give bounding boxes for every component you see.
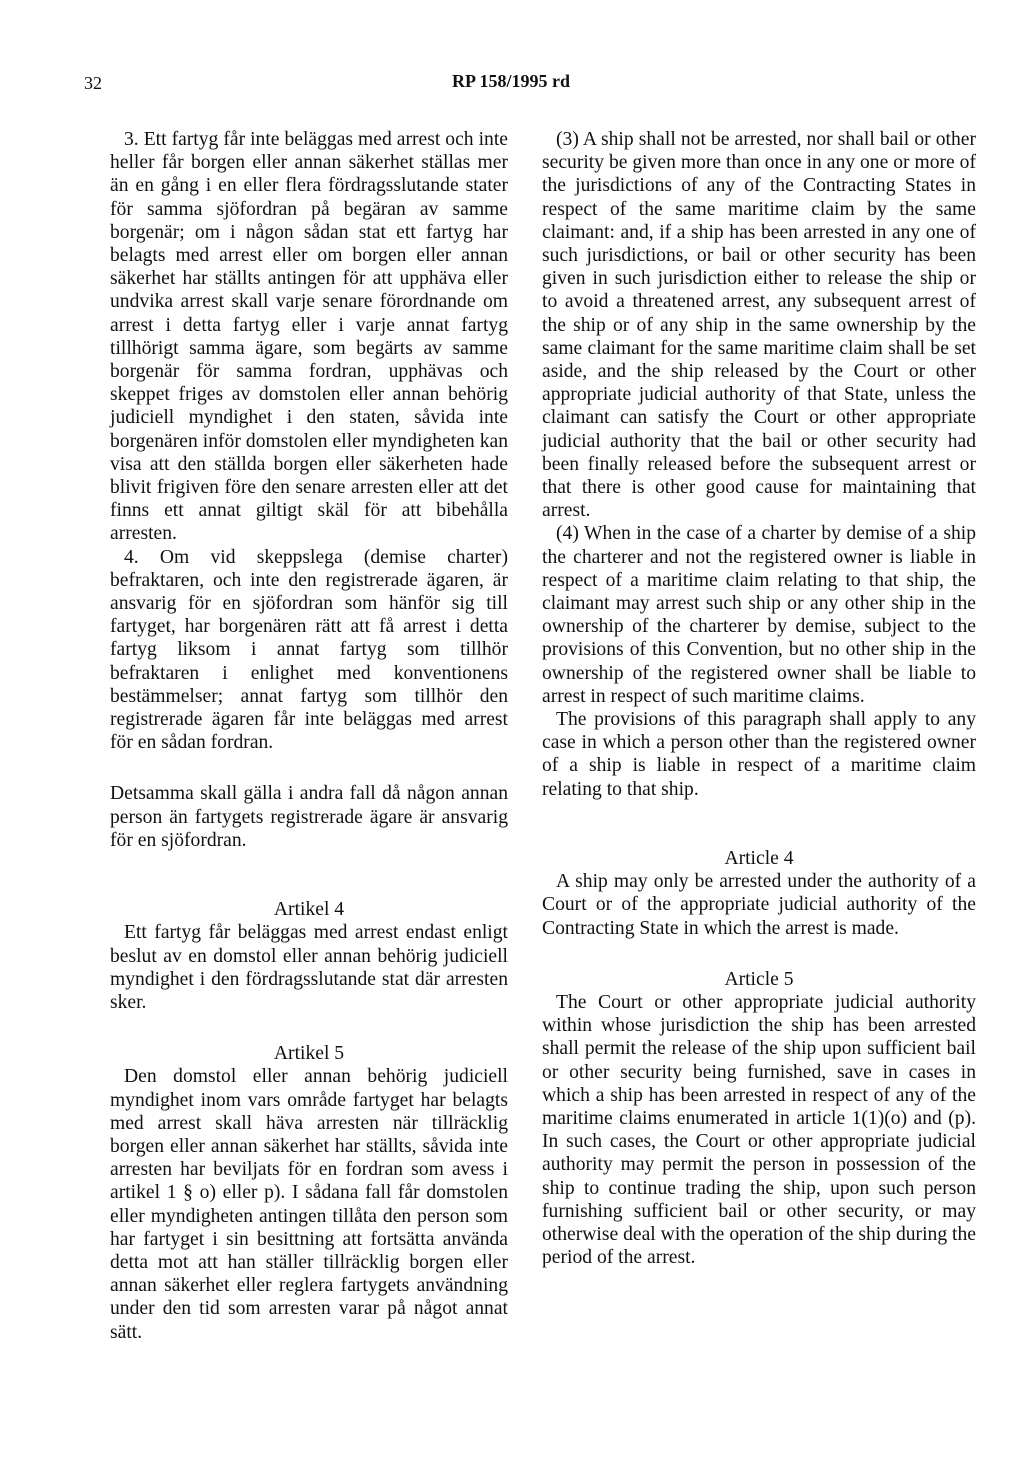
sv-article-5-heading: Artikel 5 — [273, 1043, 345, 1065]
sv-article-5-text: Den domstol eller annan behörig judiciell myndighet inom vars område fartyget har belagts med arrest skall häva arresten när tillräcklig borgen eller annan säkerhet har ställts, såvida inte arresten har beviljats för en fordran som avess i artikel 1 § o) eller p). I sådana fall får domstolen eller myndigheten antingen tillåta den person som har fartyget i sin besittning att fortsätta använda detta mot att han ställer tillräcklig borgen eller annan säkerhet eller reglera fartygets användning under den tid som arresten varar på något annat sätt. — [110, 1066, 508, 1343]
sv-paragraph-3: 3. Ett fartyg får inte beläggas med arrest och inte heller får borgen eller annan säkerhet ställas mer än en gång i en eller flera fördragsslutande stater för samma sjöfordran på begäran av samme borgenär; om i någon sådan stat ett fartyg har belagts med arrest eller om borgen eller annan säkerhet har ställts antingen för att upphäva eller undvika arrest skall varje senare förordnande om arrest i detta fartyg eller i varje annat fartyg tillhörigt samma ägare, som begärts av samme borgenär för samma fordran, upphävas och skeppet friges av domstolen eller annan behörig judiciell myndighet i den staten, såvida inte borgenären inför domstolen eller myndigheten kan visa att den ställda borgen eller säkerheten hade blivit frigiven före den senare arresten eller att det finns ett annat giltigt skäl för att bibehålla arresten. — [110, 129, 508, 545]
sv-article-4-text: Ett fartyg får beläggas med arrest endast enligt beslut av en domstol eller annan behörig judiciell myndighet i den fördragsslutande stat där arresten sker. — [110, 922, 508, 1013]
en-article-4-heading: Article 4 — [724, 847, 794, 869]
page-number: 32 — [84, 73, 102, 93]
running-head: RP 158/1995 rd — [452, 71, 571, 91]
en-article-4-text: A ship may only be arrested under the authority of a Court or of the appropriate judicial authority of the Contracting State in which the arrest is made. — [542, 871, 976, 939]
sv-paragraph-4: 4. Om vid skeppslega (demise charter) befraktaren, och inte den registrerade ägaren, är ansvarig för en sjöfordran som hänför sig till fartyget, har borgenären rätt att få arrest i detta fartyg liksom i annat fartyg som tillhör befraktaren i enlighet med konventionens bestämmelser; annat fartyg som tillhör den registrerade ägaren får inte beläggas med arrest för en sådan fordran. — [110, 546, 508, 754]
en-paragraph-4: (4) When in the case of a charter by demise of a ship the charterer and not the registered owner is liable in respect of a maritime claim relating to that ship, the claimant may arrest such ship or any other ship in the ownership of the charterer by demise, subject to the provisions of this Convention, but no other ship in the ownership of the registered owner shall be liable to arrest in respect of such maritime claims. — [542, 523, 976, 707]
en-article-5-text: The Court or other appropriate judicial authority within whose jurisdiction the ship has been arrested shall permit the release of the ship upon sufficient bail or other security being furnished, save in cases in which a ship has been arrested in respect of any of the maritime claims enumerated in article 1(1)(o) and (p). In such cases, the Court or other appropriate judicial authority may permit the person in possession of the ship to continue trading the ship, upon such person furnishing sufficient bail or other security, or may otherwise deal with the operation of the ship during the period of the arrest. — [542, 991, 976, 1269]
en-paragraph-3: (3) A ship shall not be arrested, nor shall bail or other security be given more than once in any one or more of the jurisdictions of any of the Contracting States in respect of the same maritime claim by the same claimant: and, if a ship has been arrested in any one of such jurisdictions, or bail or other security has been given in such jurisdiction either to release the ship or to avoid a threatened arrest, any subsequent arrest of the ship or of any ship in the same ownership by the same claimant for the same maritime claim shall be set aside, and the ship released by the Court or other appropriate judicial authority of that State, unless the claimant can satisfy the Court or other appropriate judicial authority that the bail or other security had been finally released before the subsequent arrest or that there is other good cause for maintaining that arrest. — [542, 129, 976, 522]
english-column — [542, 128, 976, 1269]
sv-paragraph-4b: Detsamma skall gälla i andra fall då någon annan person än fartygets registrerade ägare är ansvarig för en sjöfordran. — [110, 783, 508, 851]
sv-article-4-heading: Artikel 4 — [273, 899, 345, 921]
en-article-5-heading: Article 5 — [724, 968, 794, 990]
en-paragraph-4b: The provisions of this paragraph shall apply to any case in which a person other than the registered owner of a ship is liable in respect of a maritime claim relating to that ship. — [542, 709, 976, 800]
swedish-column — [110, 128, 508, 1344]
